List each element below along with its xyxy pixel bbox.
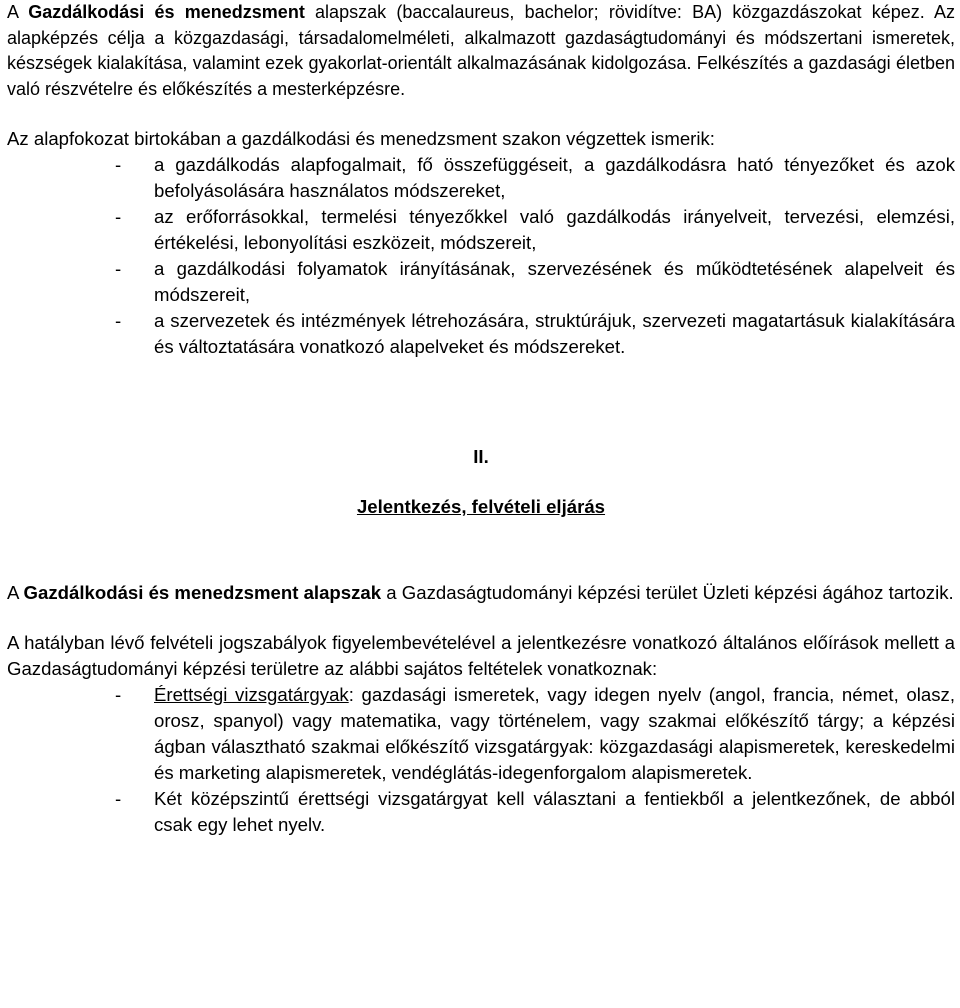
exam-subjects-label: Érettségi vizsgatárgyak (154, 684, 349, 705)
admission-list (7, 682, 955, 838)
program-area-paragraph: A Gazdálkodási és menedzsment alapszak a Gazdaságtudományi képzési terület Üzleti képzési ágához tartozik. (7, 582, 954, 603)
list-item: - az erőforrásokkal, termelési tényezőkkel való gazdálkodás irányelveit, tervezési, elemzési, értékelési, lebonyolítási eszközeit, módszereit, (115, 206, 955, 253)
list-item: - Érettségi vizsgatárgyak: gazdasági ismeretek, vagy idegen nyelv (angol, francia, német, olasz, orosz, spanyol) vagy matematika, vagy történelem, vagy szakmai előkészítő tárgy; a képzési ágban választható szakmai előkészítő vizsgatárgyak: közgazdasági alapismeretek, kereskedelmi és marketing alapismeretek, vendéglátás-idegenforgalom alapismeretek. (115, 684, 955, 783)
list-item: - a gazdálkodási folyamatok irányításának, szervezésének és működtetésének alapelveit és módszereit, (115, 258, 955, 305)
competences-list (7, 152, 955, 360)
section-title: Jelentkezés, felvételi eljárás (356, 496, 606, 517)
section-number: II. (473, 446, 489, 467)
dash-bullet: - (115, 154, 122, 175)
dash-bullet: - (115, 310, 122, 331)
dash-bullet: - (115, 258, 122, 279)
document-page (7, 0, 955, 838)
list-item: - Két középszintű érettségi vizsgatárgyat kell választani a fentiekből a jelentkezőnek, de abból csak egy lehet nyelv. (115, 788, 955, 835)
list-item: - a szervezetek és intézmények létrehozására, struktúrájuk, szervezeti magatartásuk kialakítására és változtatására vonatkozó alapelveket és módszereket. (115, 310, 955, 357)
dash-bullet: - (115, 684, 122, 705)
list-item: - a gazdálkodás alapfogalmait, fő összefüggéseit, a gazdálkodásra ható tényezőket és azok befolyásolására használatos módszereket, (115, 154, 955, 201)
intro-text-rest: alapszak (baccalaureus, bachelor; rövidítve: BA) közgazdászokat képez. Az alapképzés célja a közgazdasági, társadalomelméleti, alkalmazott gazdaságtudományi és módszertani ismeretek, készségek kialakítása, valamint ezek gyakorlat-orientált alkalmazásának kidolgozása. Felkészítés a gazdasági életben való részvételre és előkészítés a mesterképzésre. (7, 2, 955, 99)
dash-bullet: - (115, 206, 122, 227)
program-name-bold: Gazdálkodási és menedzsment (28, 2, 305, 22)
intro-text-start: A (7, 2, 29, 22)
dash-bullet: - (115, 788, 122, 809)
competences-lead: Az alapfokozat birtokában a gazdálkodási és menedzsment szakon végzettek ismerik: (7, 128, 715, 149)
intro-paragraph (7, 0, 955, 102)
program-name-bold: Gazdálkodási és menedzsment alapszak (23, 582, 382, 603)
admission-lead: A hatályban lévő felvételi jogszabályok figyelembevételével a jelentkezésre vonatkozó általános előírások mellett a Gazdaságtudományi képzési területre az alábbi sajátos feltételek vonatkoznak: (7, 632, 955, 679)
